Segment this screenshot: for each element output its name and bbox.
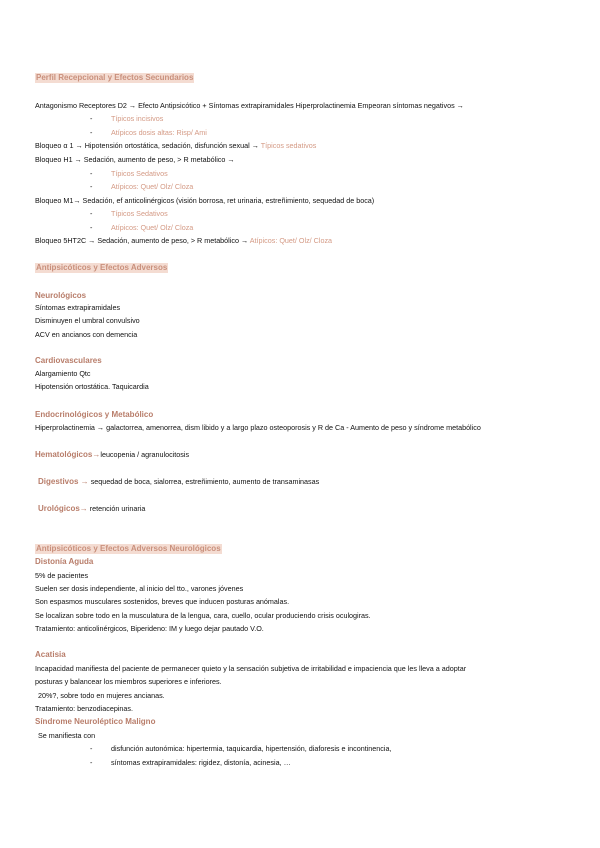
section-heading-neurologicos: Antipsicóticos y Efectos Adversos Neurológicos	[36, 544, 221, 553]
text-acatisia-2: posturas y balancear los miembros superiores e inferiores.	[35, 677, 222, 686]
text-acatisia-3: 20%?, sobre todo en mujeres ancianas.	[38, 691, 165, 700]
text-distonia-3: Son espasmos musculares sostenidos, breves que inducen posturas anómalas.	[35, 597, 290, 606]
category-distonia: Distonía Aguda	[35, 557, 94, 566]
text-distonia-1: 5% de pacientes	[35, 571, 89, 580]
category-sindrome-neuroleptico: Síndrome Neuroléptico Maligno	[35, 717, 156, 726]
text-distonia-4: Se localizan sobre todo en la musculatura de la lengua, cara, cuello, ocular produciendo crisis oculogiras.	[35, 611, 371, 620]
text-urologicos: Urológicos→ retención urinaria	[38, 504, 146, 513]
text-digestivos: Digestivos → sequedad de boca, sialorrea, estreñimiento, aumento de transaminasas	[38, 477, 320, 486]
text-bloqueo-h1: Bloqueo H1 → Sedación, aumento de peso, > R metabólico →	[35, 155, 235, 164]
text-distonia-2: Suelen ser dosis independiente, al inicio del tto., varones jóvenes	[35, 584, 244, 593]
text-neuro-3: ACV en ancianos con demencia	[35, 330, 138, 339]
section-heading-perfil: Perfil Recepcional y Efectos Secundarios	[36, 73, 194, 82]
text-bloqueo-m1: Bloqueo M1→ Sedación, ef anticolinérgicos (visión borrosa, ret urinaria, estreñimiento, sequedad de boca)	[35, 196, 375, 205]
text-endo-1: Hiperprolactinemia → galactorrea, amenorrea, dism libido y a largo plazo osteoporosis y R de Ca - Aumento de peso y síndrome metabólico	[35, 423, 481, 432]
category-neurologicos: Neurológicos	[35, 291, 87, 300]
text-acatisia-4: Tratamiento: benzodiacepinas.	[35, 704, 134, 713]
category-acatisia: Acatisia	[35, 650, 66, 659]
list-item-d2-1: - Típicos incisivos	[90, 114, 164, 123]
text-snm-1: Se manifiesta con	[38, 731, 96, 740]
list-item-snm-2: - síntomas extrapiramidales: rigidez, distonía, acinesia, …	[90, 758, 291, 767]
list-item-h1-2: - Atípicos: Quet/ Olz/ Cloza	[90, 182, 194, 191]
section-heading-efectos-adversos: Antipsicóticos y Efectos Adversos	[36, 263, 168, 272]
text-acatisia-1: Incapacidad manifiesta del paciente de permanecer quieto y la sensación subjetiva de irritabilidad e impaciencia que les lleva a adoptar	[35, 664, 467, 673]
category-cardiovasculares: Cardiovasculares	[35, 356, 102, 365]
text-distonia-5: Tratamiento: anticolinérgicos, Biperideno: IM y luego dejar pautado V.O.	[35, 624, 264, 633]
text-neuro-1: Síntomas extrapiramidales	[35, 303, 121, 312]
text-bloqueo-alfa1: Bloqueo α 1 → Hipotensión ortostática, sedación, disfunción sexual → Típicos sedativos	[35, 141, 317, 150]
text-antagonismo-d2: Antagonismo Receptores D2 → Efecto Antipsicótico + Síntomas extrapiramidales Hiperprolactinemia Empeoran síntomas negativos →	[35, 101, 464, 110]
list-item-h1-1: - Típicos Sedativos	[90, 169, 168, 178]
text-hematologicos: Hematológicos→leucopenia / agranulocitosis	[35, 450, 190, 459]
list-item-m1-1: - Típicos Sedativos	[90, 209, 168, 218]
list-item-d2-2: - Atípicos dosis altas: Risp/ Ami	[90, 128, 207, 137]
text-cardio-1: Alargamiento Qtc	[35, 369, 91, 378]
category-endocrinologicos: Endocrinológicos y Metabólico	[35, 410, 154, 419]
text-cardio-2: Hipotensión ortostática. Taquicardia	[35, 382, 149, 391]
text-bloqueo-5ht2c: Bloqueo 5HT2C → Sedación, aumento de peso, > R metabólico → Atípicos: Quet/ Olz/ Cloza	[35, 236, 333, 245]
list-item-m1-2: - Atípicos: Quet/ Olz/ Cloza	[90, 223, 194, 232]
list-item-snm-1: - disfunción autonómica: hipertermia, taquicardia, hipertensión, diaforesis e incontinencia,	[90, 744, 392, 753]
text-neuro-2: Disminuyen el umbral convulsivo	[35, 316, 140, 325]
